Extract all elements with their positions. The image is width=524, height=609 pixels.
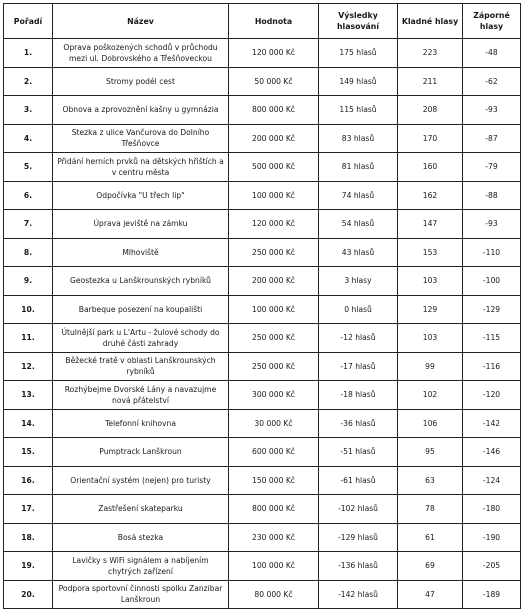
cell-result: -18 hlasů [319, 381, 398, 410]
cell-positive: 103 [398, 267, 463, 296]
cell-positive: 106 [398, 409, 463, 438]
cell-value: 500 000 Kč [229, 153, 319, 182]
cell-rank: 7. [4, 210, 53, 239]
cell-value: 120 000 Kč [229, 210, 319, 239]
cell-positive: 78 [398, 495, 463, 524]
cell-negative: -79 [463, 153, 521, 182]
cell-name: Barbeque posezení na koupališti [53, 295, 229, 324]
cell-positive: 211 [398, 67, 463, 96]
cell-name: Obnova a zprovoznění kašny u gymnázia [53, 96, 229, 125]
cell-value: 100 000 Kč [229, 181, 319, 210]
cell-name: Rozhýbejme Dvorské Lány a navazujme nová přátelství [53, 381, 229, 410]
cell-name: Pumptrack Lanškroun [53, 438, 229, 467]
cell-result: 0 hlasů [319, 295, 398, 324]
cell-result: 81 hlasů [319, 153, 398, 182]
table-row [4, 523, 521, 552]
cell-negative: -62 [463, 67, 521, 96]
cell-negative: -205 [463, 552, 521, 581]
cell-result: 115 hlasů [319, 96, 398, 125]
cell-name: Úprava jeviště na zámku [53, 210, 229, 239]
cell-rank: 19. [4, 552, 53, 581]
table-row [4, 96, 521, 125]
cell-positive: 208 [398, 96, 463, 125]
cell-result: 83 hlasů [319, 124, 398, 153]
cell-rank: 15. [4, 438, 53, 467]
cell-rank: 4. [4, 124, 53, 153]
header-hodnota: Hodnota [229, 4, 319, 39]
cell-name: Odpočívka "U třech lip" [53, 181, 229, 210]
cell-result: 3 hlasy [319, 267, 398, 296]
table-header-row [4, 4, 521, 39]
cell-value: 250 000 Kč [229, 352, 319, 381]
cell-rank: 6. [4, 181, 53, 210]
cell-positive: 103 [398, 324, 463, 353]
cell-rank: 10. [4, 295, 53, 324]
cell-negative: -88 [463, 181, 521, 210]
cell-negative: -48 [463, 39, 521, 68]
cell-name: Geostezka u Lanškrounských rybníků [53, 267, 229, 296]
cell-negative: -124 [463, 466, 521, 495]
cell-rank: 2. [4, 67, 53, 96]
cell-rank: 17. [4, 495, 53, 524]
cell-rank: 18. [4, 523, 53, 552]
table-row [4, 495, 521, 524]
cell-result: -136 hlasů [319, 552, 398, 581]
table-row [4, 153, 521, 182]
table-row [4, 409, 521, 438]
table-row [4, 438, 521, 467]
table-row [4, 124, 521, 153]
table-row [4, 466, 521, 495]
table-row [4, 67, 521, 96]
cell-name: Přidání herních prvků na dětských hřištích a v centru města [53, 153, 229, 182]
cell-positive: 162 [398, 181, 463, 210]
cell-rank: 13. [4, 381, 53, 410]
cell-positive: 61 [398, 523, 463, 552]
table-row [4, 381, 521, 410]
cell-rank: 9. [4, 267, 53, 296]
table-row [4, 39, 521, 68]
header-nazev: Název [53, 4, 229, 39]
cell-negative: -146 [463, 438, 521, 467]
cell-rank: 14. [4, 409, 53, 438]
cell-rank: 1. [4, 39, 53, 68]
cell-negative: -110 [463, 238, 521, 267]
cell-name: Oprava poškozených schodů v průchodu mezi ul. Dobrovského a Třešňoveckou [53, 39, 229, 68]
cell-value: 800 000 Kč [229, 495, 319, 524]
cell-name: Bosá stezka [53, 523, 229, 552]
cell-name: Lavičky s WiFi signálem a nabíjením chytrých zařízení [53, 552, 229, 581]
cell-value: 200 000 Kč [229, 267, 319, 296]
cell-rank: 12. [4, 352, 53, 381]
cell-rank: 8. [4, 238, 53, 267]
cell-name: Útulnější park u L'Artu - žulové schody do druhé části zahrady [53, 324, 229, 353]
cell-name: Stromy podél cest [53, 67, 229, 96]
cell-negative: -189 [463, 580, 521, 609]
table-row [4, 352, 521, 381]
cell-name: Telefonní knihovna [53, 409, 229, 438]
cell-result: 74 hlasů [319, 181, 398, 210]
results-table-container [3, 3, 521, 609]
cell-value: 30 000 Kč [229, 409, 319, 438]
cell-value: 300 000 Kč [229, 381, 319, 410]
table-row [4, 324, 521, 353]
table-row [4, 552, 521, 581]
cell-positive: 160 [398, 153, 463, 182]
cell-rank: 3. [4, 96, 53, 125]
cell-positive: 223 [398, 39, 463, 68]
cell-value: 250 000 Kč [229, 324, 319, 353]
cell-result: 43 hlasů [319, 238, 398, 267]
cell-name: Mlhoviště [53, 238, 229, 267]
cell-result: 149 hlasů [319, 67, 398, 96]
cell-negative: -93 [463, 96, 521, 125]
cell-negative: -93 [463, 210, 521, 239]
table-row [4, 181, 521, 210]
cell-name: Zastřešení skateparku [53, 495, 229, 524]
cell-name: Podpora sportovní činnosti spolku Zanzibar Lanškroun [53, 580, 229, 609]
cell-positive: 129 [398, 295, 463, 324]
cell-result: -129 hlasů [319, 523, 398, 552]
cell-positive: 95 [398, 438, 463, 467]
cell-negative: -190 [463, 523, 521, 552]
table-row [4, 295, 521, 324]
cell-name: Orientační systém (nejen) pro turisty [53, 466, 229, 495]
cell-value: 600 000 Kč [229, 438, 319, 467]
cell-result: -102 hlasů [319, 495, 398, 524]
cell-rank: 20. [4, 580, 53, 609]
results-table [3, 3, 521, 609]
cell-value: 100 000 Kč [229, 552, 319, 581]
cell-name: Stezka z ulice Vančurova do Dolního Třešňovce [53, 124, 229, 153]
cell-result: -51 hlasů [319, 438, 398, 467]
cell-rank: 16. [4, 466, 53, 495]
cell-positive: 102 [398, 381, 463, 410]
cell-negative: -87 [463, 124, 521, 153]
cell-result: -61 hlasů [319, 466, 398, 495]
cell-result: -142 hlasů [319, 580, 398, 609]
cell-positive: 63 [398, 466, 463, 495]
cell-positive: 99 [398, 352, 463, 381]
cell-value: 50 000 Kč [229, 67, 319, 96]
cell-rank: 11. [4, 324, 53, 353]
cell-result: -17 hlasů [319, 352, 398, 381]
cell-result: 175 hlasů [319, 39, 398, 68]
table-row [4, 210, 521, 239]
header-zaporne: Záporné hlasy [463, 4, 521, 39]
cell-result: -36 hlasů [319, 409, 398, 438]
cell-result: 54 hlasů [319, 210, 398, 239]
cell-value: 250 000 Kč [229, 238, 319, 267]
cell-negative: -116 [463, 352, 521, 381]
cell-negative: -115 [463, 324, 521, 353]
cell-result: -12 hlasů [319, 324, 398, 353]
cell-negative: -142 [463, 409, 521, 438]
table-row [4, 580, 521, 609]
cell-negative: -180 [463, 495, 521, 524]
header-poradi: Pořadí [4, 4, 53, 39]
cell-value: 150 000 Kč [229, 466, 319, 495]
cell-value: 120 000 Kč [229, 39, 319, 68]
cell-negative: -100 [463, 267, 521, 296]
cell-negative: -120 [463, 381, 521, 410]
cell-value: 800 000 Kč [229, 96, 319, 125]
cell-positive: 47 [398, 580, 463, 609]
cell-value: 80 000 Kč [229, 580, 319, 609]
cell-positive: 170 [398, 124, 463, 153]
header-kladne: Kladné hlasy [398, 4, 463, 39]
cell-value: 100 000 Kč [229, 295, 319, 324]
table-row [4, 267, 521, 296]
cell-negative: -129 [463, 295, 521, 324]
cell-positive: 69 [398, 552, 463, 581]
cell-positive: 153 [398, 238, 463, 267]
cell-value: 230 000 Kč [229, 523, 319, 552]
table-row [4, 238, 521, 267]
cell-name: Běžecké tratě v oblasti Lanškrounských rybníků [53, 352, 229, 381]
cell-rank: 5. [4, 153, 53, 182]
cell-value: 200 000 Kč [229, 124, 319, 153]
cell-positive: 147 [398, 210, 463, 239]
header-vysledky: Výsledky hlasování [319, 4, 398, 39]
